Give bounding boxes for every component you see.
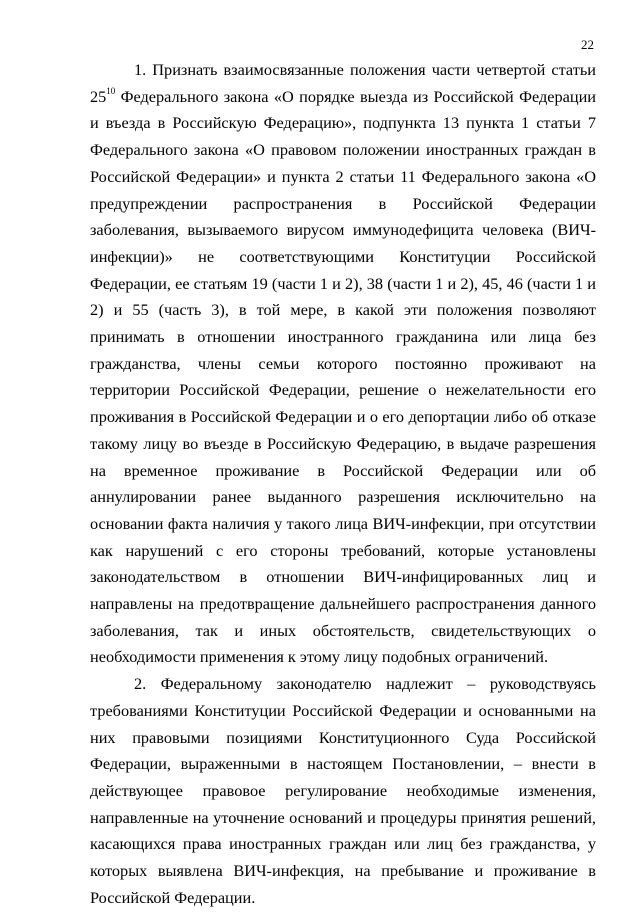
- superscript-article-number: 10: [106, 86, 116, 97]
- paragraph-1-text-rest: Федерального закона «О порядке выезда из Российской Федерации и въезда в Российскую Федерацию», подпункта 13 пункта 1 статьи 7 Федерального закона «О правовом положении иностранных граждан в Российской Федерации» и пункта 2 статьи 11 Федерального закона «О предупреждении распространения в Российской Федерации заболевания, вызываемого вирусом иммунодефицита человека (ВИЧ-инфекции)» не соответствующими Конституции Российской Федерации, ее статьям 19 (части 1 и 2), 38 (части 1 и 2), 45, 46 (части 1 и 2) и 55 (часть 3), в той мере, в какой эти положения позволяют принимать в отношении иностранного гражданина или лица без гражданства, члены семьи которого постоянно проживают на территории Российской Федерации, решение о нежелательности его проживания в Российской Федерации и о его депортации либо об отказе такому лицу во въезде в Российскую Федерацию, в выдаче разрешения на временное проживание в Российской Федерации или об аннулировании ранее выданного разрешения исключительно на основании факта наличия у такого лица ВИЧ-инфекции, при отсутствии как нарушений с его стороны требований, которые установлены законодательством в отношении ВИЧ-инфицированных лиц и направлены на предотвращение дальнейшего распространения данного заболевания, так и иных обстоятельств, свидетельствующих о необходимости применения к этому лицу подобных ограничений.: [90, 86, 596, 667]
- document-body: [90, 57, 596, 912]
- paragraph-2: 2. Федеральному законодателю надлежит – руководствуясь требованиями Конституции Российской Федерации и основанными на них правовыми позициями Конституционного Суда Российской Федерации, выраженными в настоящем Постановлении, – внести в действующее правовое регулирование необходимые изменения, направленные на уточнение оснований и процедуры принятия решений, касающихся права иностранных граждан или лиц без гражданства, у которых выявлена ВИЧ-инфекция, на пребывание и проживание в Российской Федерации.: [90, 674, 596, 907]
- paragraph-1-text-start: 1. Признать взаимосвязанные положения части четвертой статьи 25: [90, 60, 596, 106]
- page-number: 22: [581, 37, 594, 52]
- paragraph-1: [90, 57, 596, 671]
